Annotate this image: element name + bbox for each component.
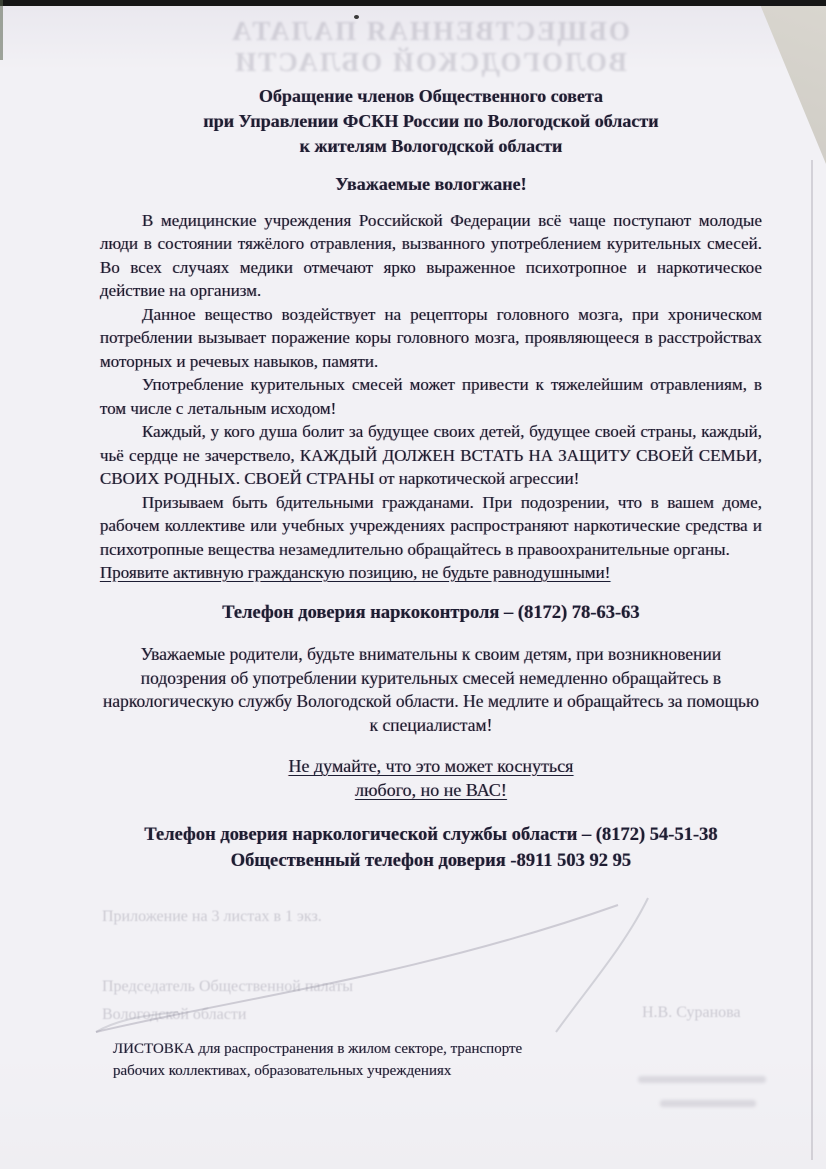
letter-heading-line1: Обращение членов Общественного совета: [258, 86, 604, 106]
bleedthrough-signer-name: Н.В. Суранова: [642, 1004, 741, 1021]
bleedthrough-attachment-note: Приложение на 3 листах в 1 экз.: [102, 908, 322, 925]
letter-heading-line2: при Управлении ФСКН России по Вологодской области: [203, 111, 659, 131]
paragraph-vigilance: Призываем быть бдительными гражданами. При подозрении, что в вашем доме, рабочем коллективе или учебных учреждениях распространяют наркотические средства и психотропные вещества незамедлительно обращайтесь в правоохранительные органы.: [100, 492, 762, 559]
hotline-narcology: Телефон доверия наркологической службы области – (8172) 54-51-38: [144, 825, 718, 845]
warning-line2: любого, но не ВАС!: [355, 779, 507, 800]
letter-body: [100, 84, 762, 874]
bleedthrough-signer-title-line2: Вологодской области: [102, 1006, 247, 1023]
appeal-underlined: Проявите активную гражданскую позицию, не будьте равнодушными!: [100, 563, 611, 582]
bleedthrough-signer-title-line1: Председатель Общественной палаты: [102, 978, 354, 995]
paragraph-substance: Данное вещество воздействует на рецепторы головного мозга, при хроническом потреблении вызывает поражение коры головного мозга, проявляющееся в расстройствах моторных и речевых навыков, памяти.: [100, 304, 762, 371]
distribution-note-line2: рабочих коллективах, образовательных учреждениях: [113, 1063, 452, 1079]
hotline-narcocontrol: Телефон доверия наркоконтроля – (8172) 78-63-63: [222, 602, 640, 623]
bleedthrough-letterhead-line2: ВОЛОГОДСКОЙ ОБЛАСТИ: [233, 47, 627, 77]
hotlines-block: [100, 822, 762, 874]
paragraph-poisoning: Употребление курительных смесей может привести к тяжелейшим отравлениям, в том числе с летальным исходом!: [100, 375, 762, 418]
body-paragraphs: [100, 209, 762, 585]
salutation: Уважаемые вологжане!: [335, 174, 527, 194]
warning-line1: Не думайте, что это может коснуться: [288, 756, 574, 776]
warning-block: [100, 755, 762, 802]
hotline-public: Общественный телефон доверия -8911 503 92 95: [230, 851, 632, 871]
letter-heading-line3: к жителям Вологодской области: [299, 136, 563, 156]
distribution-note-line1: ЛИСТОВКА для распространения в жилом секторе, транспорте: [113, 1041, 523, 1057]
distribution-note: [113, 1038, 522, 1082]
paragraph-everyone: Каждый, у кого душа болит за будущее своих детей, будущее своей страны, каждый, чьё сердце не зачерствело, КАЖДЫЙ ДОЛЖЕН ВСТАТЬ НА ЗАЩИТУ СВОЕЙ СЕМЬИ, СВОИХ РОДНЫХ. СВОЕЙ СТРАНЫ от наркотической агрессии!: [100, 422, 762, 488]
bleedthrough-letterhead-line1: ОБЩЕСТВЕННАЯ ПАЛАТА: [230, 16, 630, 46]
letter-heading: [100, 84, 762, 159]
paragraph-medical: В медицинские учреждения Российской Федерации всё чаще поступают молодые люди в состоянии тяжёлого отравления, вызванного употреблением курительных смесей. Во всех случаях медики отмечают ярко выраженное психотропное и наркотическое действие на организм.: [100, 210, 762, 300]
parents-paragraph: Уважаемые родители, будьте внимательны к своим детям, при возникновении подозрения об употреблении курительных смесей немедленно обращайтесь в наркологическую службу Вологодской области. Не медлите и обращайтесь за помощью к специалистам!: [102, 644, 760, 735]
